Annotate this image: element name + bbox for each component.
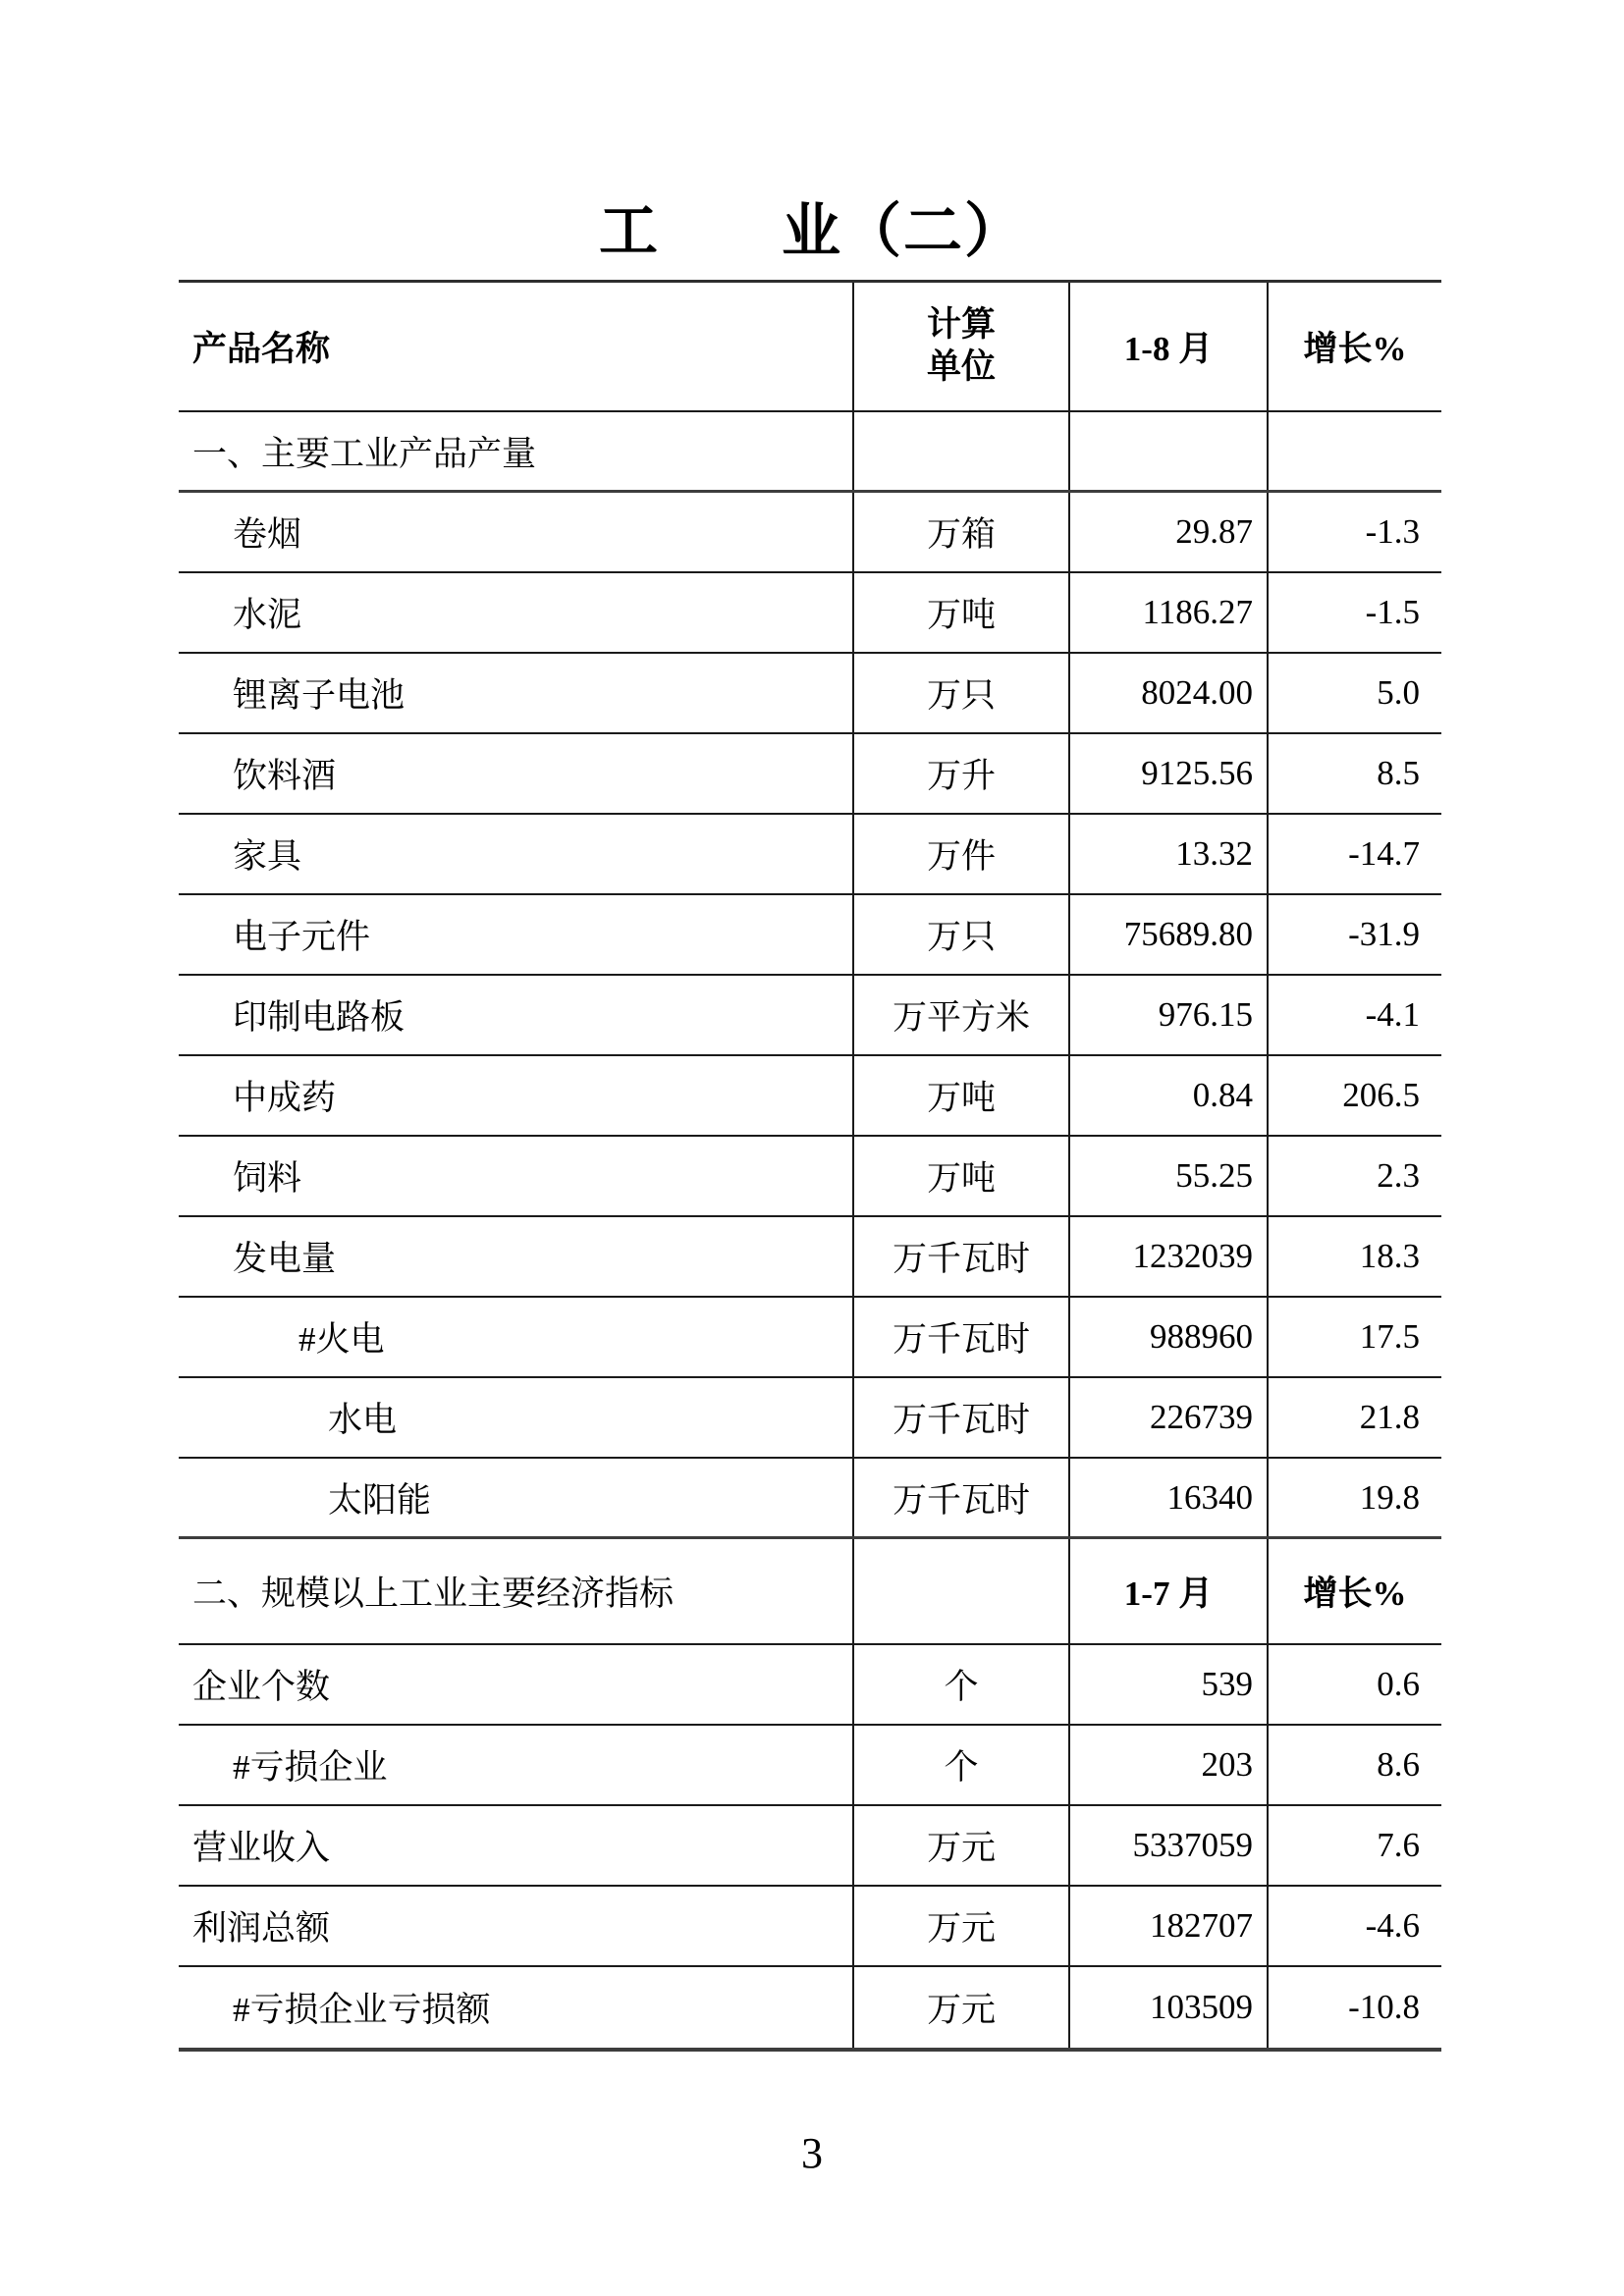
cell-growth: 206.5 <box>1267 1056 1441 1135</box>
cell-product-name: 锂离子电池 <box>233 676 406 715</box>
table-row <box>179 1459 1441 1539</box>
cell-product-name: 利润总额 <box>192 1909 331 1948</box>
cell-product-name: #亏损企业亏损额 <box>233 1991 491 2029</box>
cell-value: 1-7 月 <box>1068 1539 1267 1643</box>
header-growth: 增长% <box>1267 283 1441 410</box>
cell-product-name: 家具 <box>233 837 302 876</box>
cell-value: 988960 <box>1068 1298 1267 1376</box>
cell-growth: 增长% <box>1267 1539 1441 1643</box>
cell-value: 13.32 <box>1068 815 1267 893</box>
cell-product-name: 饲料 <box>233 1159 302 1198</box>
table-section-row <box>179 412 1441 493</box>
cell-unit: 万吨 <box>852 1056 1068 1135</box>
cell-product-name: 中成药 <box>233 1079 337 1117</box>
cell-unit: 万元 <box>852 1887 1068 1965</box>
table-row <box>179 1378 1441 1459</box>
cell-growth: 21.8 <box>1267 1378 1441 1457</box>
cell-unit: 万件 <box>852 815 1068 893</box>
cell-unit: 万只 <box>852 654 1068 732</box>
statistics-table <box>179 280 1441 2052</box>
cell-growth: -4.6 <box>1267 1887 1441 1965</box>
cell-growth: 18.3 <box>1267 1217 1441 1296</box>
table-row <box>179 1056 1441 1137</box>
cell-product-name: 水电 <box>328 1401 398 1439</box>
cell-growth: -4.1 <box>1267 976 1441 1054</box>
cell-product-name: 发电量 <box>233 1240 337 1278</box>
cell-value: 182707 <box>1068 1887 1267 1965</box>
table-row <box>179 976 1441 1056</box>
cell-product-name: 营业收入 <box>192 1829 331 1867</box>
cell-unit <box>852 412 1068 490</box>
cell-unit: 万只 <box>852 895 1068 974</box>
cell-unit: 万平方米 <box>852 976 1068 1054</box>
table-row <box>179 1645 1441 1726</box>
cell-value: 103509 <box>1068 1967 1267 2048</box>
cell-unit: 万箱 <box>852 493 1068 571</box>
table-row <box>179 734 1441 815</box>
cell-product-name: 电子元件 <box>233 918 371 956</box>
cell-value: 539 <box>1068 1645 1267 1724</box>
header-unit <box>852 283 1068 410</box>
table-row <box>179 654 1441 734</box>
cell-growth: -31.9 <box>1267 895 1441 974</box>
cell-product-name: 印制电路板 <box>233 998 406 1037</box>
table-row <box>179 573 1441 654</box>
cell-growth: 19.8 <box>1267 1459 1441 1536</box>
table-row <box>179 493 1441 573</box>
cell-product-name: 太阳能 <box>328 1480 432 1520</box>
cell-value: 226739 <box>1068 1378 1267 1457</box>
cell-growth: -14.7 <box>1267 815 1441 893</box>
cell-value: 203 <box>1068 1726 1267 1804</box>
cell-unit: 万升 <box>852 734 1068 813</box>
table-header-row <box>179 283 1441 412</box>
cell-value: 5337059 <box>1068 1806 1267 1885</box>
cell-value: 0.84 <box>1068 1056 1267 1135</box>
cell-value: 29.87 <box>1068 493 1267 571</box>
cell-growth: 8.5 <box>1267 734 1441 813</box>
header-period: 1-8 月 <box>1068 283 1267 410</box>
cell-growth: 5.0 <box>1267 654 1441 732</box>
cell-growth: 17.5 <box>1267 1298 1441 1376</box>
cell-unit: 万吨 <box>852 573 1068 652</box>
header-unit-line2: 单位 <box>926 347 996 386</box>
cell-growth: -1.3 <box>1267 493 1441 571</box>
table-row <box>179 815 1441 895</box>
cell-product-name: 二、规模以上工业主要经济指标 <box>192 1575 675 1613</box>
cell-unit: 万千瓦时 <box>852 1378 1068 1457</box>
cell-unit: 个 <box>852 1726 1068 1804</box>
page-title: 工 业（二） <box>599 199 1025 264</box>
cell-product-name: 饮料酒 <box>233 757 337 795</box>
table-section-row <box>179 1539 1441 1645</box>
cell-value: 9125.56 <box>1068 734 1267 813</box>
cell-value: 8024.00 <box>1068 654 1267 732</box>
cell-value: 976.15 <box>1068 976 1267 1054</box>
cell-value: 75689.80 <box>1068 895 1267 974</box>
cell-unit: 万元 <box>852 1806 1068 1885</box>
page-number: 3 <box>801 2129 823 2177</box>
cell-growth: 2.3 <box>1267 1137 1441 1215</box>
cell-growth: 0.6 <box>1267 1645 1441 1724</box>
cell-product-name: #亏损企业 <box>233 1748 388 1787</box>
table-row <box>179 1137 1441 1217</box>
cell-value: 55.25 <box>1068 1137 1267 1215</box>
cell-unit: 万元 <box>852 1967 1068 2048</box>
table-body <box>179 412 1441 2048</box>
table-row <box>179 895 1441 976</box>
cell-product-name: 水泥 <box>233 596 302 634</box>
cell-unit: 个 <box>852 1645 1068 1724</box>
cell-value: 1232039 <box>1068 1217 1267 1296</box>
cell-product-name: 一、主要工业产品产量 <box>192 434 537 473</box>
table-row <box>179 1726 1441 1806</box>
cell-unit: 万吨 <box>852 1137 1068 1215</box>
cell-growth: 7.6 <box>1267 1806 1441 1885</box>
table-row <box>179 1806 1441 1887</box>
header-unit-text <box>927 304 996 388</box>
table-row <box>179 1298 1441 1378</box>
cell-growth: -1.5 <box>1267 573 1441 652</box>
cell-unit: 万千瓦时 <box>852 1298 1068 1376</box>
cell-value: 1186.27 <box>1068 573 1267 652</box>
cell-value: 16340 <box>1068 1459 1267 1536</box>
cell-unit: 万千瓦时 <box>852 1217 1068 1296</box>
cell-unit: 万千瓦时 <box>852 1459 1068 1536</box>
header-product-name: 产品名称 <box>192 330 331 368</box>
header-unit-line1: 计算 <box>926 305 996 345</box>
cell-growth: -10.8 <box>1267 1967 1441 2048</box>
cell-product-name: #火电 <box>298 1320 385 1359</box>
table-row <box>179 1217 1441 1298</box>
cell-growth: 8.6 <box>1267 1726 1441 1804</box>
cell-value <box>1068 412 1267 490</box>
cell-product-name: 卷烟 <box>233 515 302 554</box>
cell-product-name: 企业个数 <box>192 1668 331 1706</box>
table-row <box>179 1887 1441 1967</box>
table-row <box>179 1967 1441 2048</box>
cell-unit <box>852 1539 1068 1643</box>
cell-growth <box>1267 412 1441 490</box>
